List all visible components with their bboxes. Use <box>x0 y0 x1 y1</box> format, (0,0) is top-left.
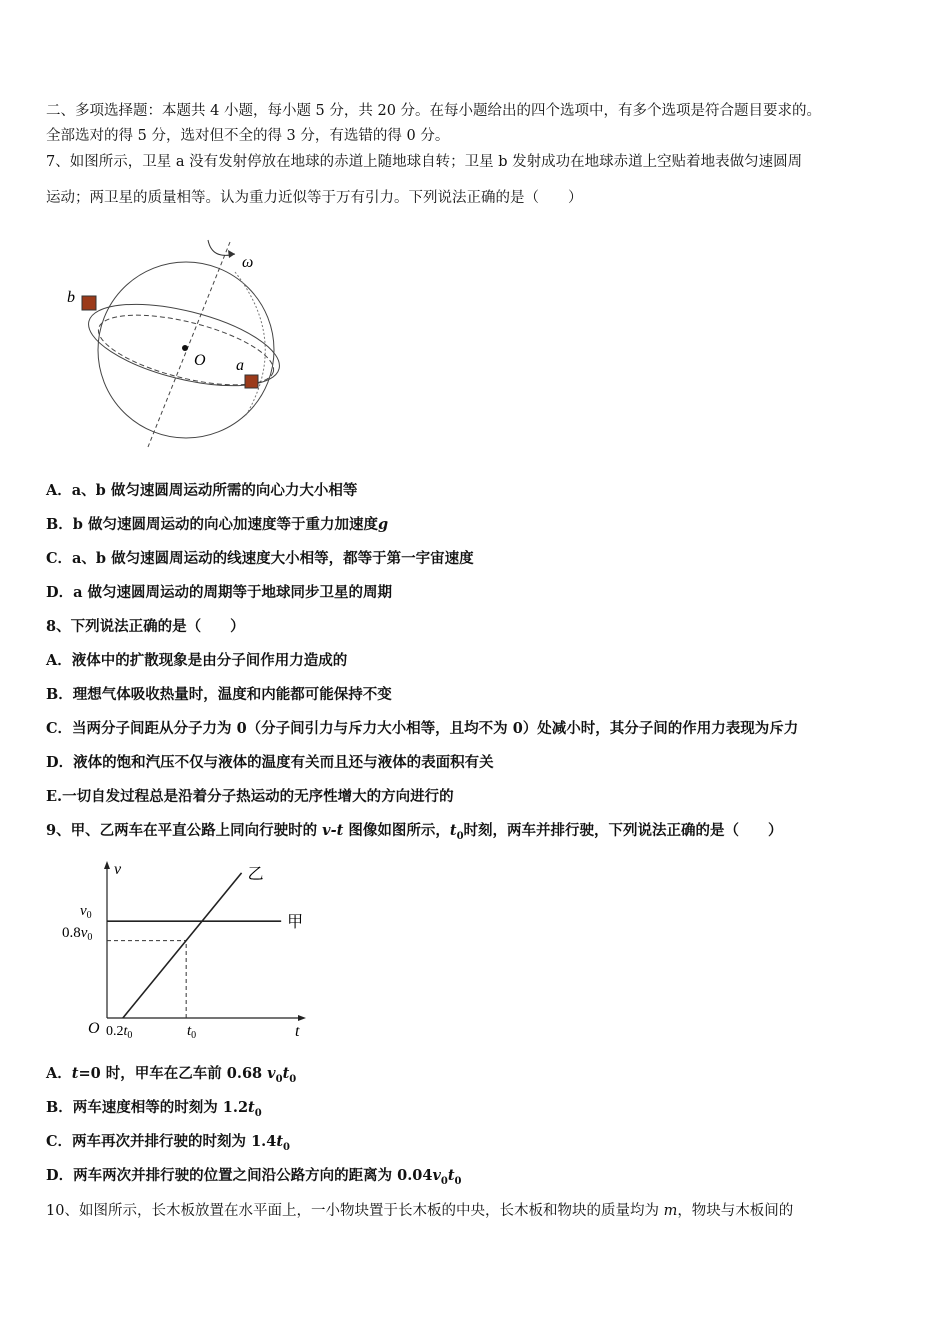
series-yi-label: 乙 <box>247 865 264 883</box>
q8-stem: 8、下列说法正确的是（ ） <box>46 618 245 635</box>
label-a: a <box>236 357 244 374</box>
x-axis-arrow-icon <box>298 1015 306 1021</box>
q10-stem: 10、如图所示，长木板放置在水平面上，一小物块置于长木板的中央，长木板和物块的质量均为 m，物块与木板间的 <box>46 1203 794 1219</box>
q9-stem: 9、甲、乙两车在平直公路上同向行驶时的 v-t 图像如图所示，$t_0$时刻，两车并排行驶，下列说法正确的是（ ） <box>46 822 783 842</box>
tick-08v0: $0.8v_0$ <box>62 925 93 943</box>
q9-option-b: B．两车速度相等的时刻为 $1.2t_0$ <box>46 1099 262 1119</box>
label-o: O <box>194 352 206 369</box>
tick-t0: $t_0$ <box>187 1023 197 1041</box>
q9-option-a: A．t=0 时，甲车在乙车前 0.68 $v_0t_0$ <box>46 1065 297 1085</box>
y-axis-label: v <box>114 861 122 878</box>
series-yi-line <box>123 873 242 1018</box>
q7-stem-line2: 运动；两卫星的质量相等。认为重力近似等于万有引力。下列说法正确的是（ ） <box>46 190 583 206</box>
omega-label: ω <box>242 254 254 271</box>
q7-option-a: A．a、b 做匀速圆周运动所需的向心力大小相等 <box>46 482 358 499</box>
q7-stem-line1: 7、如图所示，卫星 a 没有发射停放在地球的赤道上随地球自转；卫星 b 发射成功在地球赤道上空贴着地表做匀速圆周 <box>46 154 803 170</box>
label-b: b <box>67 289 75 306</box>
q9-option-c: C．两车再次并排行驶的时刻为 $1.4t_0$ <box>46 1133 290 1153</box>
q7-satellite-figure <box>60 232 290 452</box>
q8-option-e: E.一切自发过程总是沿着分子热运动的无序性增大的方向进行的 <box>46 788 454 805</box>
rotation-axis <box>148 242 230 447</box>
satellite-a <box>245 375 258 388</box>
q9-option-d: D．两车两次并排行驶的位置之间沿公路方向的距离为 $0.04v_0t_0$ <box>46 1167 462 1187</box>
earth-back-arc <box>235 272 265 417</box>
center-dot <box>182 345 188 351</box>
satellite-b <box>82 296 96 310</box>
origin-label: O <box>88 1020 100 1037</box>
q7-option-d: D．a 做匀速圆周运动的周期等于地球同步卫星的周期 <box>46 584 393 601</box>
q7-option-c: C．a、b 做匀速圆周运动的线速度大小相等，都等于第一宇宙速度 <box>46 550 474 567</box>
section-header-line1: 二、多项选择题：本题共 4 小题，每小题 5 分，共 20 分。在每小题给出的四个选项中，有多个选项是符合题目要求的。 <box>46 103 822 119</box>
section-header-line2: 全部选对的得 5 分，选对但不全的得 3 分，有选错的得 0 分。 <box>46 128 450 144</box>
q8-option-c: C．当两分子间距从分子力为 0（分子间引力与斥力大小相等，且均不为 0）处减小时，其分子间的作用力表现为斥力 <box>46 720 799 737</box>
tick-02t0: $0.2t_0$ <box>106 1024 133 1041</box>
q9-vt-chart <box>62 855 320 1041</box>
x-axis-label: t <box>295 1023 300 1040</box>
q7-option-b: B．b 做匀速圆周运动的向心加速度等于重力加速度g <box>46 516 389 533</box>
tick-v0: $v_0$ <box>80 903 92 921</box>
y-axis-arrow-icon <box>104 861 110 869</box>
q8-option-d: D．液体的饱和汽压不仅与液体的温度有关而且还与液体的表面积有关 <box>46 754 494 771</box>
q8-option-a: A．液体中的扩散现象是由分子间作用力造成的 <box>46 652 348 669</box>
series-jia-label: 甲 <box>287 914 304 932</box>
q8-option-b: B．理想气体吸收热量时，温度和内能都可能保持不变 <box>46 686 392 703</box>
